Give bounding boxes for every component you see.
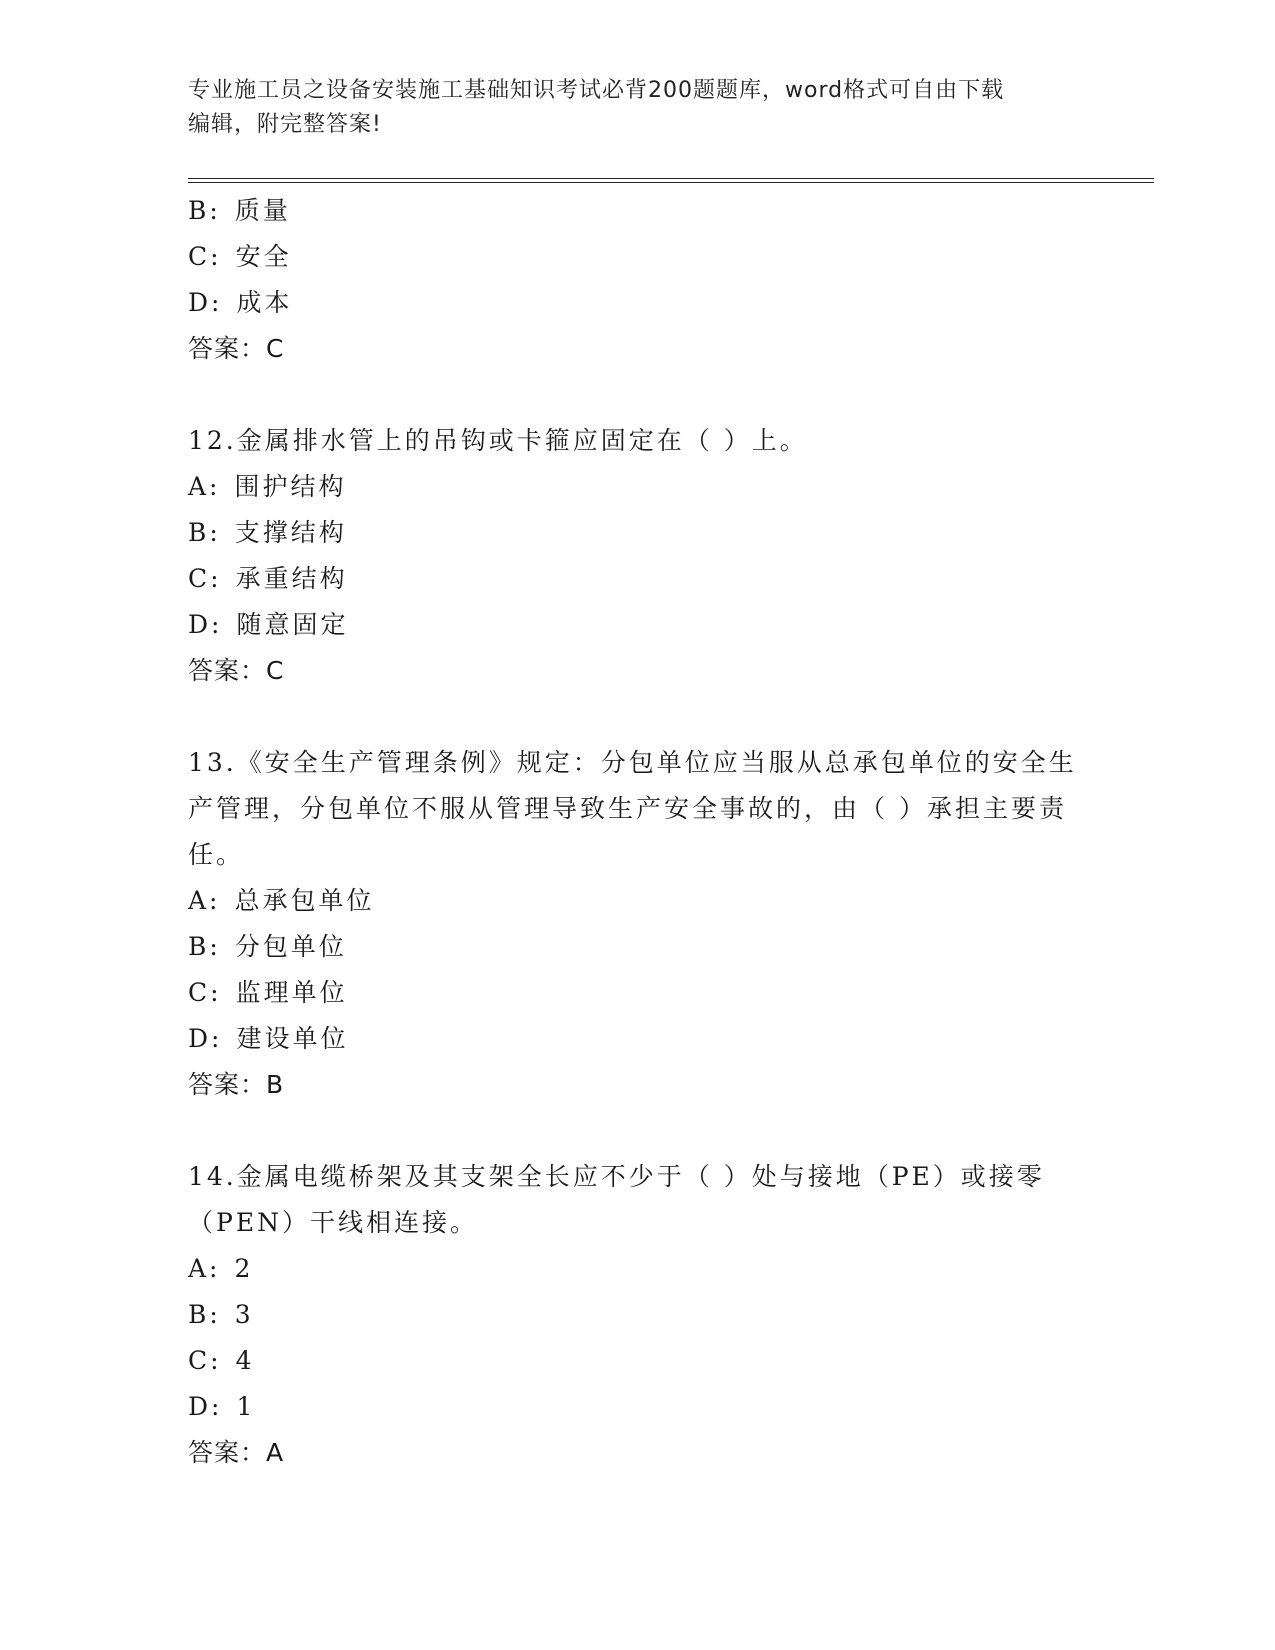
question-14: [188, 1154, 1088, 1476]
answer: 答案：A: [188, 1438, 285, 1467]
answer: 答案：C: [188, 334, 285, 363]
option-c: C: 4: [188, 1346, 255, 1375]
answer: 答案：C: [188, 656, 285, 685]
question-text: 14.金属电缆桥架及其支架全长应不少于（ ）处与接地（PE）或接零（PEN）干线相连接。: [188, 1162, 1045, 1237]
option-a: A: 总承包单位: [188, 886, 375, 915]
option-b: B: 分包单位: [188, 932, 347, 961]
answer: 答案：B: [188, 1070, 285, 1099]
option-b: B: 质量: [188, 196, 291, 225]
question-text: 13.《安全生产管理条例》规定：分包单位应当服从总承包单位的安全生产管理，分包单位不服从管理导致生产安全事故的，由（ ）承担主要责任。: [188, 748, 1077, 869]
question-list: [188, 188, 1088, 1476]
question-13: [188, 740, 1088, 1108]
option-a: A: 围护结构: [188, 472, 347, 501]
question-11: [188, 188, 1088, 372]
header-divider-bottom: [188, 182, 1154, 183]
option-d: D: 随意固定: [188, 610, 349, 639]
header-divider-top: [188, 178, 1154, 179]
option-c: C: 监理单位: [188, 978, 348, 1007]
header-line-2: 编辑，附完整答案!: [188, 112, 382, 137]
option-d: D: 1: [188, 1392, 256, 1421]
option-d: D: 成本: [188, 288, 293, 317]
document-header: [188, 74, 1088, 142]
option-b: B: 支撑结构: [188, 518, 347, 547]
option-a: A: 2: [188, 1254, 254, 1283]
question-text: 12.金属排水管上的吊钩或卡箍应固定在（ ）上。: [188, 426, 808, 455]
option-b: B: 3: [188, 1300, 254, 1329]
header-line-1: 专业施工员之设备安装施工基础知识考试必背200题题库，word格式可自由下载: [188, 78, 1005, 103]
question-12: [188, 418, 1088, 694]
option-c: C: 承重结构: [188, 564, 348, 593]
option-d: D: 建设单位: [188, 1024, 349, 1053]
option-c: C: 安全: [188, 242, 292, 271]
